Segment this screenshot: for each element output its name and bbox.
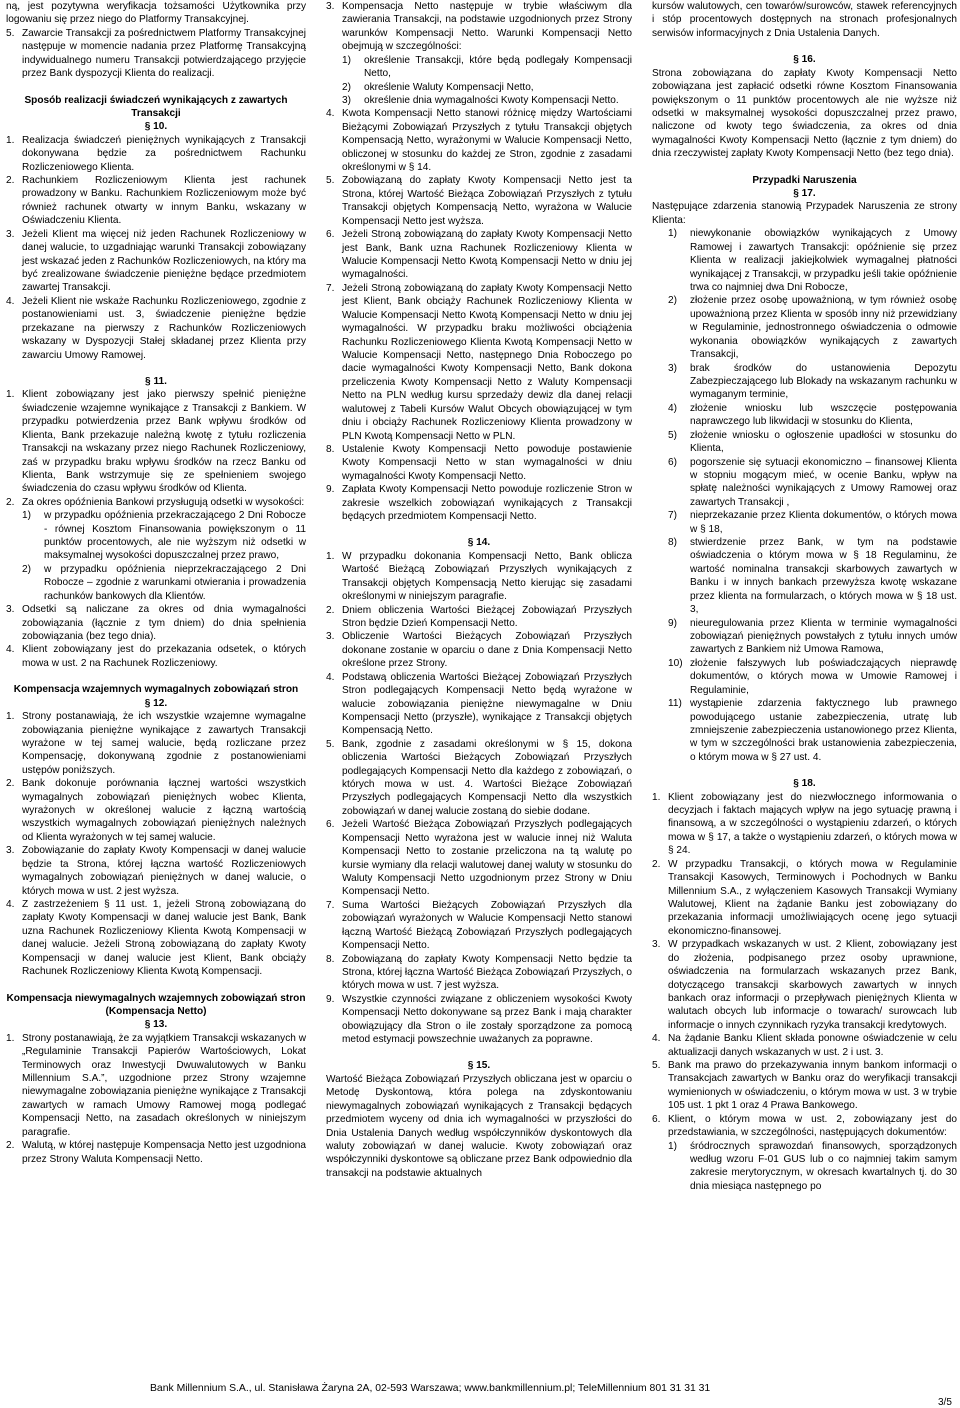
sub-list-item: 11) wystąpienie zdarzenia faktycznego lub prawnego powodującego ustanie zabezpieczenia, utratę lub zmniejszenie zabezpieczenia ustanowionego przez Klienta, w tym w szczególności brak ustanowienia zabezpieczenia, o którym mowa w § 27 ust. 4. [668, 698, 957, 763]
section-number: § 16. [793, 54, 816, 66]
paragraph: Następujące zdarzenia stanowią Przypadek Naruszenia ze strony Klienta: [652, 201, 957, 226]
list-item: 5. Zobowiązaną do zapłaty Kwoty Kompensacji Netto jest ta Strona, której Wartość Bieżąca Zobowiązań Przyszłych z tytułu Transakcji objętych Kompensacją Netto, wyrażona w Walucie Kompensacji Netto jest wyższa. [326, 175, 632, 227]
sub-list-item: 2) złożenie przez osobę upoważnioną, w tym również osobę upoważnioną przez Klienta w sposób inny niż przewidziany w Regulaminie, jednostronnego oświadczenia o odmowie wykonania obowiązków wynikających z zawartych Transakcji, [668, 295, 957, 361]
sub-list-item: 1) określenie Transakcji, które będą podlegały Kompensacji Netto, [342, 54, 632, 80]
list-item: 1. Strony postanawiają, że za wyjątkiem Transakcji wskazanych w „Regulaminie Transakcji Papierów Wartościowych, Lokat Terminowych oraz Inwestycji Dwuwalutowych w Banku Millennium S.A.”, uzgodnione przez Strony wzajemne niewymagalne zobowiązania pieniężne wynikające z Transakcji zawartych w ramach Umowy Ramowej mogą podlegać Kompensacji Netto, na zasadach określonych w niniejszym paragrafie. [6, 1032, 306, 1138]
list-item: 4. Z zastrzeżeniem § 11 ust. 1, jeżeli Stroną zobowiązaną do zapłaty Kwoty Kompensacji w danej walucie jest Bank, Bank uzna Rachunek Rozliczeniowy Klienta Kwotą Kompensacji w danej walucie. Jeżeli Stroną zobowiązaną do zapłaty Kwoty Kompensacji w danej walucie jest Klient, Bank obciąży Rachunek Rozliczeniowy Klienta Kwotą Kompensacji. [6, 899, 306, 978]
sub-list-item: 3) określenie dnia wymagalności Kwoty Kompensacji Netto. [342, 94, 619, 106]
sub-list-item: 5) złożenie wniosku o ogłoszenie upadłości w stosunku do Klienta, [668, 429, 957, 455]
sub-list-item: 10) złożenie fałszywych lub poświadczających nieprawdę dokumentów, o których mowa w Umowie Ramowej i Regulaminie, [668, 657, 957, 696]
page-number: 3/5 [938, 1397, 952, 1408]
section-heading: Sposób realizacji świadczeń wynikających z zawartych Transakcji [24, 94, 288, 119]
column-3 [652, 0, 957, 1193]
section-9-item-5: Zawarcie Transakcji za pośrednictwem Platformy Transakcyjnej następuje w momencie nadania przez Platformę Transakcyjną indywidualnego numeru Transakcji potwierdzającego przyjęcie przez Bank dyspozycji Klienta do realizacji. [22, 27, 306, 80]
list-item: 3. Odsetki są naliczane za okres od dnia wymagalności zobowiązania (łącznie z tym dniem) do dnia spełnienia zobowiązania (bez tego dnia). [6, 604, 306, 642]
list-item: 2. Dniem obliczenia Wartości Bieżącej Zobowiązań Przyszłych Stron będzie Dzień Kompensacji Netto. [326, 604, 632, 629]
list-item: 2. Za okres opóźnienia Bankowi przysługują odsetki w wysokości: [6, 496, 305, 508]
sub-list-item: 1) niewykonanie obowiązków wynikających z Umowy Ramowej i zawartych Transakcji: opóźnienie się przez Klienta w realizacji jakiejkolwiek wymagalnej płatności wynikającej z Transakcji, w przypadku jeśli takie opóźnienie trwa co najmniej dwa Dni Robocze, [668, 228, 957, 294]
list-item: 5. Bank, zgodnie z zasadami określonymi w § 15, dokona obliczenia Wartości Bieżących Zobowiązań Przyszłych podlegających Kompensacji Netto dla każdego z zobowiązań, o których mowa w ust. 4. Wartości Bieżące Zobowiązań Przyszłych podlegających Kompensacji Netto dla wszystkich zobowiązań w danej walucie zostaną do siebie dodane. [326, 738, 632, 817]
page-footer: Bank Millennium S.A., ul. Stanisława Żaryna 2A, 02-593 Warszawa; www.bankmillennium.pl; TeleMillennium 801 31 31 31 [150, 1383, 711, 1394]
sub-list-item: 6) pogorszenie się sytuacji ekonomiczno – finansowej Klienta w stopniu mogącym mieć, w ocenie Banku, wpływ na spłatę należności wynikających z Umowy Ramowej oraz zawartych Transakcji , [668, 456, 957, 508]
list-item: 3. Obliczenie Wartości Bieżących Zobowiązań Przyszłych dokonane zostanie w oparciu o dane z Dnia Kompensacji Netto określone przez Strony. [326, 631, 632, 670]
paragraph: Wartość Bieżąca Zobowiązań Przyszłych obliczana jest w oparciu o Metodę Dyskontową, która polega na zdyskontowaniu niewymagalnych zobowiązań wynikających z Transakcji będących przedmiotem wyceny od dnia ich wymagalności w przyszłości do Dnia Ustalenia Danych według współczynników dyskontowych dla waluty zobowiązań w danej walucie. Kwoty zobowiązań oraz współczynniki dyskontowe są obliczane przez Bank odpowiednio dla transakcji na podstawie aktualnych [326, 1073, 632, 1179]
list-item: 8. Ustalenie Kwoty Kompensacji Netto powoduje postawienie Kwoty Kompensacji Netto w stan wymagalności w dniu wymagalności Kwoty Kompensacji Netto. [326, 443, 632, 482]
list-item: 7. Suma Wartości Bieżących Zobowiązań Przyszłych dla zobowiązań wyrażonych w Walucie Kompensacji Netto stanowi łączną Wartość Bieżącą Zobowiązań Przyszłych podlegających Kompensacji Netto. [326, 899, 632, 952]
section-number: § 12. [144, 697, 168, 709]
sub-list-item: 1) śródrocznych sprawozdań finansowych, sporządzonych według wzoru F-01 GUS lub o co najmniej takim samym zakresie merytorycznym, w okresach kwartalnych tj. do 30 dnia miesiąca następnego po [668, 1140, 957, 1192]
section-number: § 11. [145, 375, 167, 387]
list-item: 4. Jeżeli Klient nie wskaże Rachunku Rozliczeniowego, zgodnie z postanowieniami ust. 3, świadczenie pieniężne będzie przekazane na pierwszy z Rachunków Rozliczeniowych wskazany w Dyspozycji Stałej składanej przez Klienta przy zawarciu Umowy Ramowej. [6, 295, 306, 361]
sub-list-item: 4) złożenie wniosku lub wszczęcie postępowania naprawczego lub likwidacji w stosunku do Klienta, [668, 402, 957, 428]
list-item: 2. Rachunkiem Rozliczeniowym Klienta jest rachunek prowadzony w Banku. Rachunkiem Rozliczeniowym może być również rachunek otwarty w innym Banku, wskazany w Oświadczeniu Klienta. [6, 175, 306, 227]
list-item: 1. W przypadku dokonania Kompensacji Netto, Bank oblicza Wartość Bieżącą Zobowiązań Przyszłych wynikających z Transakcji objętych Kompensacją Netto kierując się zasadami określonymi w niniejszym paragrafie. [326, 550, 632, 603]
list-item: 3. Jeżeli Klient ma więcej niż jeden Rachunek Rozliczeniowy w danej walucie, to uzgadniając warunki Transakcji zobowiązany jest wskazać jeden z Rachunków Rozliczeniowych, na który ma być zrealizowane świadczenie pieniężne będące przedmiotem zawartej Transakcji. [6, 228, 306, 294]
section-number: § 14. [467, 537, 491, 549]
section-number: § 10. [144, 121, 168, 133]
list-item: 6. Jeżeli Wartość Bieżąca Zobowiązań Przyszłych podlegających Kompensacji Netto wyrażona jest w walucie innej niż Waluta Kompensacji Netto to zostanie przeliczona na tą walutę po kursie wymiany dla relacji walutowej danej waluty w stosunku do Waluty Kompensacji Netto uzgodnionym przez Strony w Dniu Kompensacji Netto. [326, 819, 632, 898]
list-item: 2. Bank dokonuje porównania łącznej wartości wszystkich wymagalnych zobowiązań pieniężnych wobec Klienta, wyrażonych w określonej walucie z łączną wartością wszystkich wymagalnych zobowiązań pieniężnych należnych od Klienta wyrażonych w tej samej walucie. [6, 778, 306, 843]
paragraph: kursów walutowych, cen towarów/surowców, stawek referencyjnych i stóp procentowych dostępnych na stronach profesjonalnych serwisów informacyjnych z Dnia Ustalenia Danych. [652, 1, 957, 39]
sub-list-item: 2) określenie Waluty Kompensacji Netto, [342, 81, 534, 93]
sub-list-item: 2) w przypadku opóźnienia nieprzekraczającego 2 Dni Robocze – zgodnie z warunkami otwierania i prowadzenia rachunków bankowych dla Klientów. [22, 563, 306, 602]
list-item: 4. Na żądanie Banku Klient składa ponowne oświadczenie w celu aktualizacji danych wskazanych w ust. 2 i ust. 3. [652, 1033, 957, 1058]
sub-list-item: 3) brak środków do ustanowienia Depozytu Zabezpieczającego lub Blokady na wskazanym rachunku w wymaganym terminie, [668, 362, 957, 401]
section-number: § 17. [793, 188, 816, 200]
sub-list-item: 7) nieprzekazanie przez Klienta dokumentów, o których mowa w § 18, [668, 510, 957, 535]
list-item: 3. W przypadkach wskazanych w ust. 2 Klient, zobowiązany jest do złożenia, podpisanego przez osoby uprawnione, oświadczenia na formularzach wskazanych przez Bank, dotyczącego transakcji skarbowych zawartych w innych bankach oraz informacji o przepływach pieniężnych Klienta w walutach obcych lub informacje o towarach/ surowcach lub informacje o innych czynnikach ryzyka transakcji kredytowych. [652, 939, 957, 1031]
list-item: 3. Kompensacja Netto następuje w trybie właściwym dla zawierania Transakcji, na podstawie uzgodnionych przez Strony warunków Kompensacji Netto. Warunki Kompensacji Netto obejmują w szczególności: [326, 1, 632, 53]
list-item: 8. Zobowiązaną do zapłaty Kwoty Kompensacji Netto będzie ta Strona, której łączna Wartość Bieżąca Zobowiązań Przyszłych, o których mowa w ust. 7 jest wyższa. [326, 953, 632, 992]
list-item: 9. Wszystkie czynności związane z obliczeniem wysokości Kwoty Kompensacji Netto dokonywane są przez Bank i mają charakter obowiązujący dla Stron o ile zostały sporządzone za pomocą metod estymacji powszechnie uważanych za poprawne. [326, 993, 632, 1046]
list-item: 4. Klient zobowiązany jest do przekazania odsetek, o których mowa w ust. 2 na Rachunek Rozliczeniowy. [6, 644, 306, 669]
list-item: 6. Jeżeli Stroną zobowiązaną do zapłaty Kwoty Kompensacji Netto jest Bank, Bank uzna Rachunek Rozliczeniowy Klienta w Walucie Kompensacji Netto Kwotą Kompensacji Netto w dniu jej wymagalności. [326, 229, 632, 281]
sub-list-item: 8) stwierdzenie przez Bank, w tym na podstawie oświadczenia o którym mowa w § 18 Regulaminu, że wartość nominalna transakcji skarbowych zawartych w Banku i w innych bankach przewyższa kwotę wskazane przez klienta na formularzach, o których mowa w § 18 ust. 3, [668, 537, 957, 616]
list-item: 4. Podstawą obliczenia Wartości Bieżącej Zobowiązań Przyszłych Stron podlegających Kompensacji Netto będą wyrażone w walucie zobowiązania pieniężne niewymagalne w Dniu Kompensacji Netto (przyszłe), wynikające z Transakcji objętych Kompensacją Netto. [326, 671, 632, 737]
sub-list-item: 9) nieuregulowania przez Klienta w terminie wymagalności zobowiązań pieniężnych powstałych z tytułu innych umów zawartych z Bankiem niż Umowa Ramowa, [668, 617, 957, 656]
list-item: 1. Realizacja świadczeń pieniężnych wynikających z Transakcji dokonywana będzie za pośrednictwem Rachunku Rozliczeniowego Klienta. [6, 134, 306, 173]
section-heading: Kompensacja niewymagalnych wzajemnych zobowiązań stron (Kompensacja Netto) [6, 992, 306, 1017]
section-number: § 15. [467, 1060, 491, 1072]
list-item: 9. Zapłata Kwoty Kompensacji Netto powoduje rozliczenie Stron w zakresie wszelkich zobowiązań wynikających z Transakcji będących przedmiotem Kompensacji Netto. [326, 484, 632, 523]
paragraph: Strona zobowiązana do zapłaty Kwoty Kompensacji Netto zobowiązana jest zapłacić odsetki równe Kosztom Finansowania powiększonym o 11 punktów procentowych ale nie wyższe niż odsetki w maksymalnej wysokości dopuszczalnej przez prawo, naliczone od kwoty tego świadczenia, za okres od dnia wymagalności Kwoty Kompensacji Netto (łącznie z tym dniem) do dnia rzeczywistej zapłaty Kwoty Kompensacji Netto (bez tego dnia). [652, 67, 957, 160]
sub-list-item: 1) w przypadku opóźnienia przekraczającego 2 Dni Robocze - równej Kosztom Finansowania powiększonym o 11 punktów procentowych, ale nie wyższym niż odsetki w maksymalnej wysokości dopuszczalnej przez prawo, [22, 510, 306, 562]
column-1 [6, 0, 306, 1166]
list-item: 2. W przypadku Transakcji, o których mowa w Regulaminie Transakcji Kasowych, Terminowych i Pochodnych w Banku Millennium S.A., z wyłączeniem Kasowych Transakcji Wymiany Walutowej, Klient na żądanie Banku jest zobowiązany do przekazania informacji umożliwiających ocenę jego sytuacji ekonomiczno-finansowej. [652, 858, 957, 937]
list-item: 5. Zawarcie Transakcji za pośrednictwem Platformy Transakcyjnej następuje w momencie nadania przez Platformę Transakcyjną indywidualnego numeru Transakcji potwierdzającego przyjęcie przez Bank dyspozycji Klienta do realizacji. [6, 27, 306, 80]
column-2 [326, 0, 632, 1180]
list-item: 2. Walutą, w której następuje Kompensacja Netto jest uzgodniona przez Strony Waluta Kompensacji Netto. [6, 1140, 306, 1165]
list-item: 5. Bank ma prawo do przekazywania innym bankom informacji o Transakcjach zawartych w Banku oraz do weryfikacji transakcji wymienionych w oświadczeniu, o którym mowa w ust. 3 w trybie 105 ust. 1 pkt 1 oraz 4 Prawa Bankowego. [652, 1060, 957, 1112]
list-item: 7. Jeżeli Stroną zobowiązaną do zapłaty Kwoty Kompensacji Netto jest Klient, Bank obciąży Rachunek Rozliczeniowy Klienta w Walucie Kompensacji Netto Kwotą Kompensacji Netto w dniu jej wymagalności. W przypadku braku możliwości obciążenia Rachunku Rozliczeniowego Klienta Kwotą Kompensacji Netto w Walucie Kompensacji Netto, następnego Dnia Roboczego po dacie wymagalności Kwoty Kompensacji Netto, Bank dokona przeliczenia Kwoty Kompensacji Netto z Waluty Kompensacji Netto na PLN według kursu sprzedaży dewiz dla danej relacji walutowej z Tabeli Kursów Walut Obcych obowiązującej w tym dniu i obciąży Rachunek Rozliczeniowy Klienta prowadzony w PLN Kwotą Kompensacji Netto w PLN. [326, 282, 632, 442]
paragraph-intro: ną, jest pozytywna weryfikacja tożsamości Użytkownika przy logowaniu się przez niego do Platformy Transakcyjnej. [6, 1, 306, 26]
list-item: 6. Klient, o którym mowa w ust. 2, zobowiązany jest do przedstawiania, w szczególności, następujących dokumentów: [652, 1113, 957, 1139]
section-number: § 18. [793, 778, 816, 790]
section-number: § 13. [144, 1019, 168, 1031]
list-item: 1. Klient zobowiązany jest do niezwłocznego informowania o decyzjach i faktach mających wpływ na jego sytuację prawną i finansową, a w szczególności o wystąpieniu zdarzeń, o których mowa w § 17, a także o wystąpieniu zdarzeń, o których mowa w § 24. [652, 791, 957, 857]
list-item: 4. Kwota Kompensacji Netto stanowi różnicę między Wartościami Bieżącymi Zobowiązań Przyszłych z tytułu Transakcji objętych Kompensacją Netto, wyrażonymi w Walucie Kompensacji Netto, obliczonej w stosunku do każdej ze Stron, zgodnie z zasadami określonymi w § 14. [326, 108, 632, 174]
list-item: 3. Zobowiązanie do zapłaty Kwoty Kompensacji w danej walucie będzie ta Strona, której łączna wartość Rozliczeniowych wymagalnych zobowiązań pieniężnych w danej walucie, o których mowa w ust. 2 jest wyższa. [6, 845, 306, 897]
list-item: 1. Strony postanawiają, że ich wszystkie wzajemne wymagalne zobowiązania pieniężne wynikające z zawartych Transakcji wyrażone w tej samej walucie, będą rozliczane przez Kompensację, dokonywaną zgodnie z postanowieniami ustępów poniższych. [6, 711, 306, 776]
list-item: 1. Klient zobowiązany jest jako pierwszy spełnić pieniężne świadczenie wzajemne wynikające z Transakcji z Bankiem. W przypadku potwierdzenia przez Bank wpływu środków od Klienta, Bank przekazuje należną kwotę z tytułu rozliczenia Transakcji na wskazany przez niego Rachunek Rozliczeniowy, zaś w przypadku braku wpływu środków na rzecz Banku od Klienta, Bank wstrzymuje się ze spełnieniem swojego świadczenia do czasu wpływu środków od Klienta. [6, 389, 306, 495]
section-heading: Przypadki Naruszenia [752, 174, 857, 186]
section-heading: Kompensacja wzajemnych wymagalnych zobowiązań stron [13, 684, 299, 696]
